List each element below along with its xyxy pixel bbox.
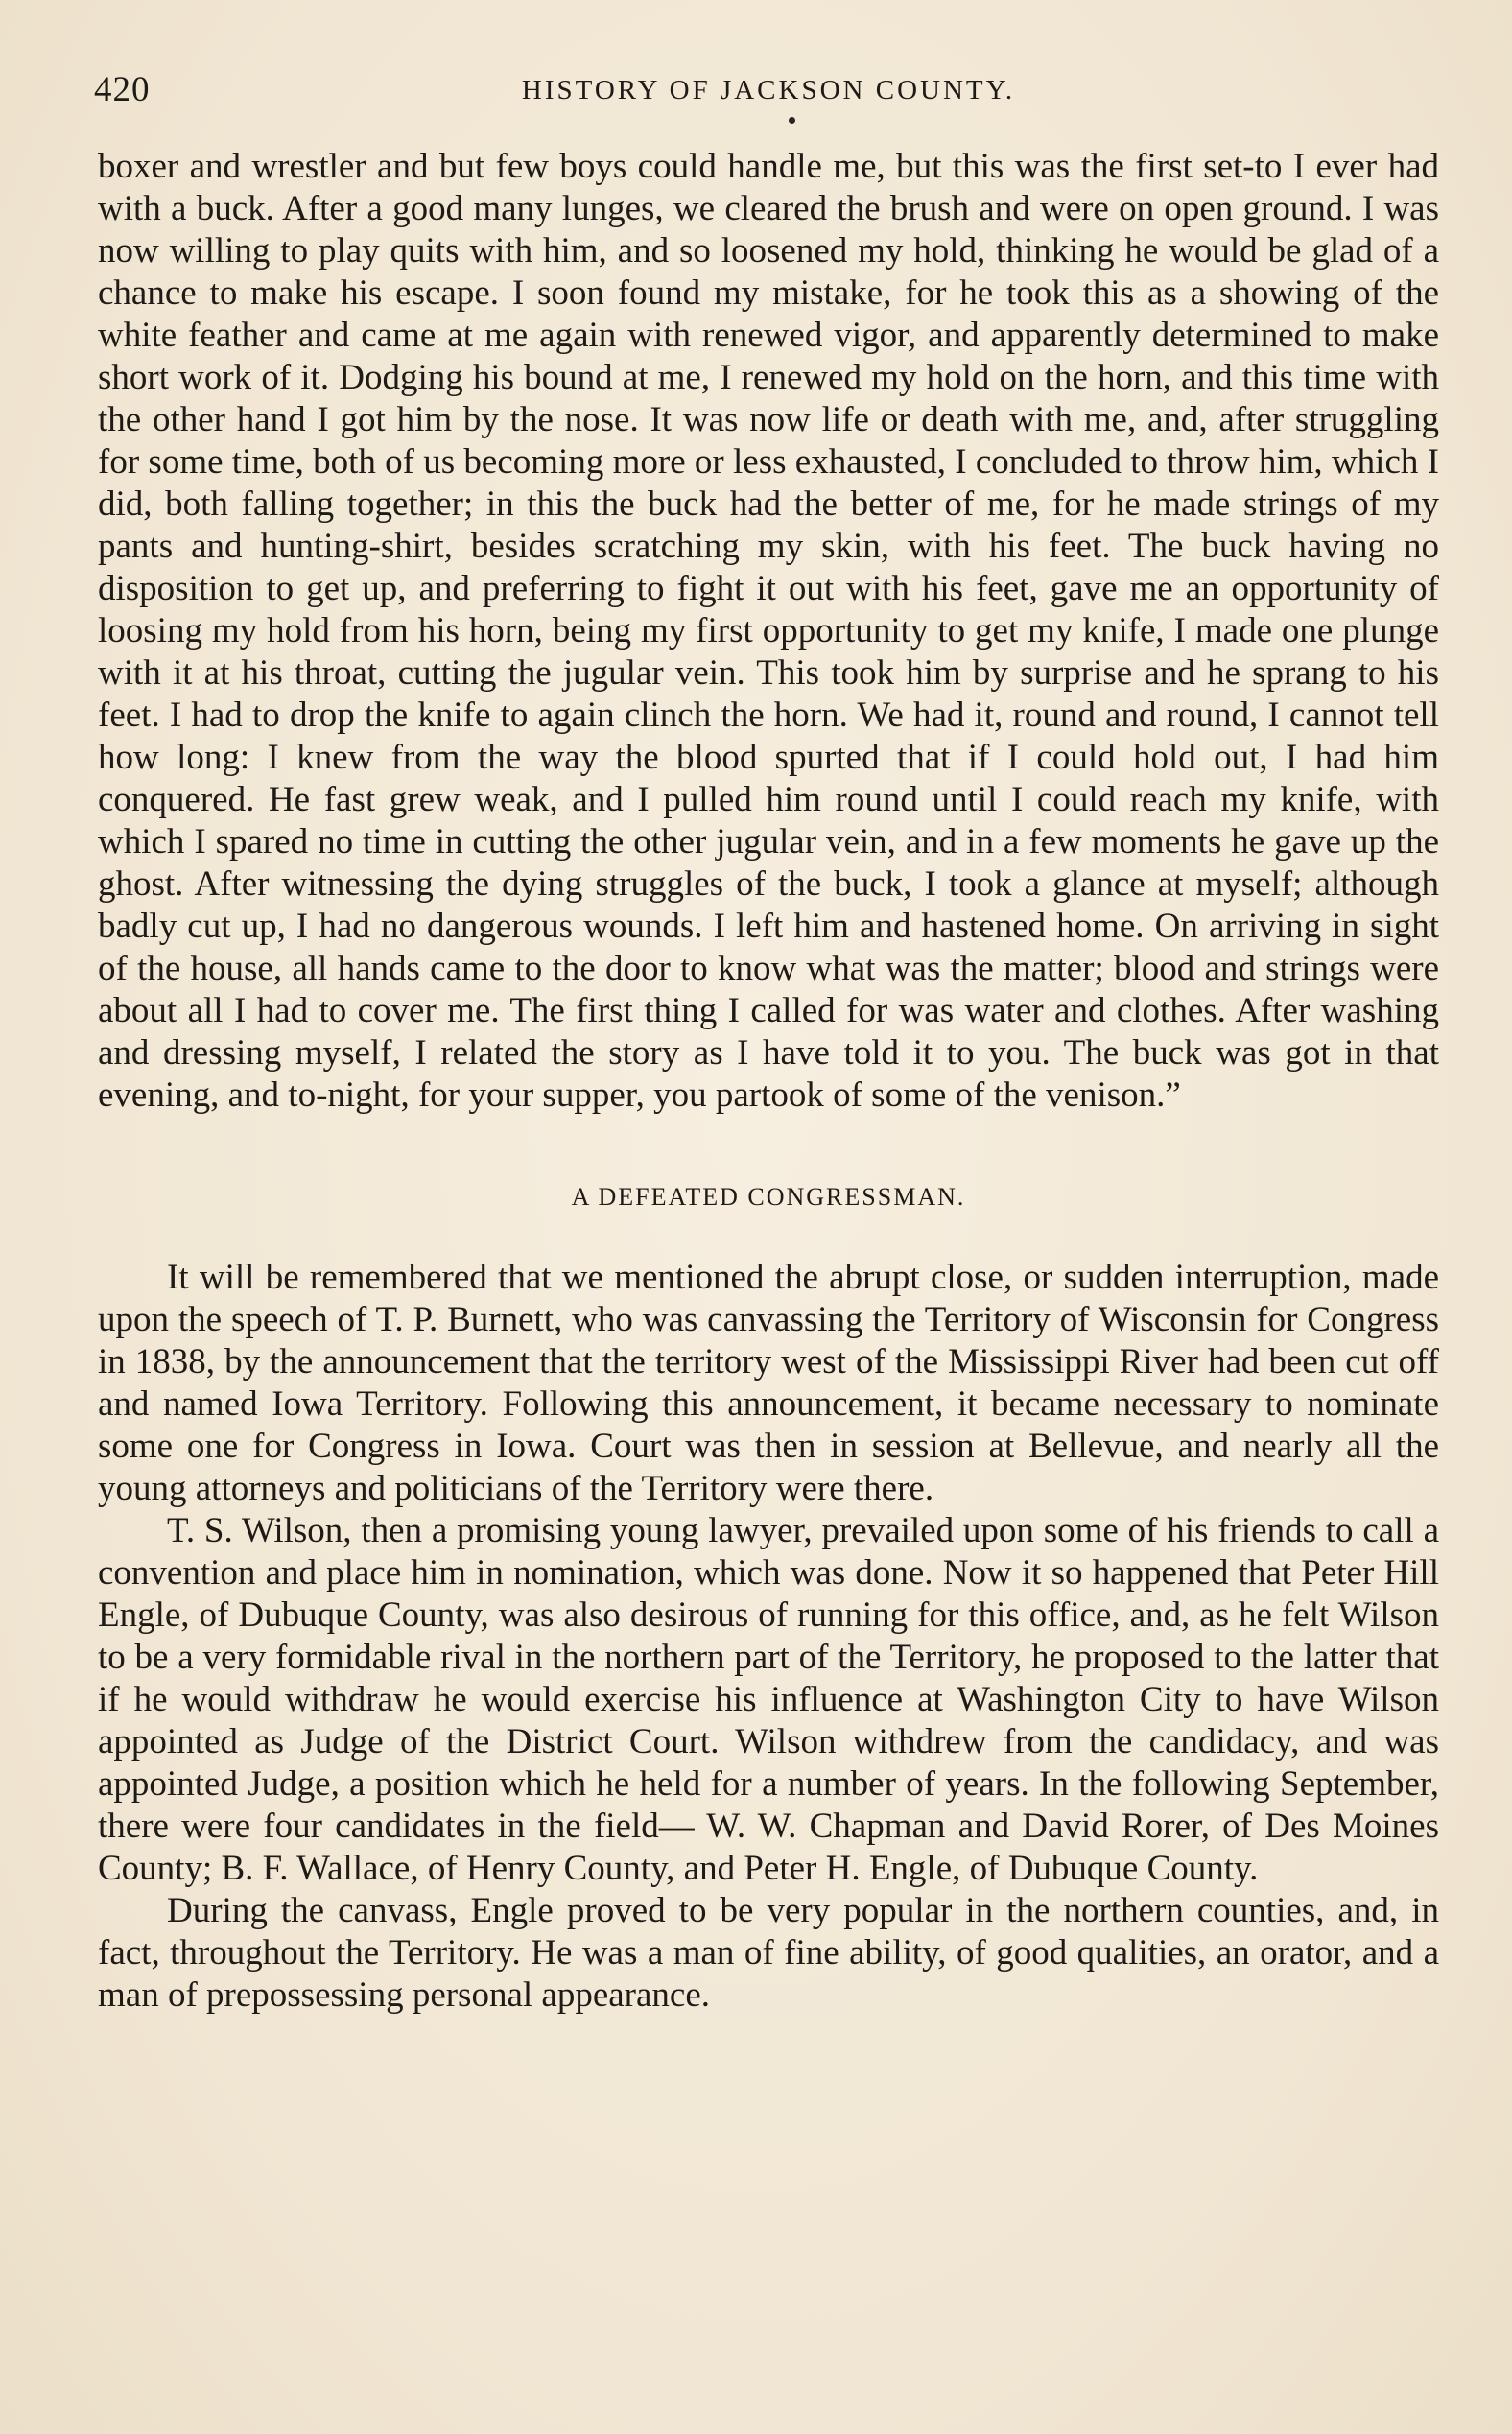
continuation-paragraph: boxer and wrestler and but few boys could handle me, but this was the first set-to I ever had with a buck. After a good many lunges, we cleared the brush and were on open ground. I was now willing to play quits with him, and so loosened my hold, thinking he would be glad of a chance to make his escape. I soon found my mistake, for he took this as a showing of the white feather and came at me again with renewed vigor, and apparently determined to make short work of it. Dodging his bound at me, I renewed my hold on the horn, and this time with the other hand I got him by the nose. It was now life or death with me, and, after struggling for some time, both of us becoming more or less exhausted, I concluded to throw him, which I did, both falling together; in this the buck had the better of me, for he made strings of my pants and hunting-shirt, besides scratching my skin, with his feet. The buck having no disposition to get up, and preferring to fight it out with his feet, gave me an opportunity of loosing my hold from his horn, being my first opportunity to get my knife, I made one plunge with it at his throat, cutting the jugular vein. This took him by surprise and he sprang to his feet. I had to drop the knife to again clinch the horn. We had it, round and round, I cannot tell how long: I knew from the way the blood spurted that if I could hold out, I had him conquered. He fast grew weak, and I pulled him round until I could reach my knife, with which I spared no time in cutting the other jugular vein, and in a few moments he gave up the ghost. After witnessing the dying struggles of the buck, I took a glance at myself; although badly cut up, I had no dangerous wounds. I left him and hastened home. On arriving in sight of the house, all hands came to the door to know what was the matter; blood and strings were about all I had to cover me. The first thing I called for was water and clothes. After washing and dressing myself, I related the story as I have told it to you. The buck was got in that evening, and to-night, for your supper, you partook of some of the venison.” [98,147,1439,1115]
section-title: A DEFEATED CONGRESSMAN. [571,1183,966,1211]
page-header [94,69,1443,127]
print-speck [789,117,795,124]
paragraph-1: It will be remembered that we mentioned the abrupt close, or sudden interruption, made upon the speech of T. P. Burnett, who was canvassing the Territory of Wisconsin for Congress in 1838, by the announcement that the territory west of the Mississippi River had been cut off and named Iowa Territory. Following this announcement, it became necessary to nominate some one for Congress in Iowa. Court was then in session at Bellevue, and nearly all the young attorneys and politicians of the Territory were there. [98,1258,1439,1508]
page-number: 420 [94,70,151,109]
paragraph-2: T. S. Wilson, then a promising young lawyer, prevailed upon some of his friends to call a convention and place him in nomination, which was done. Now it so happened that Peter Hill Engle, of Dubuque County, was also desirous of running for this office, and, as he felt Wilson to be a very formidable rival in the northern part of the Territory, he proposed to the latter that if he would withdraw he would exercise his influence at Washington City to have Wilson appointed as Judge of the District Court. Wilson withdrew from the candidacy, and was appointed Judge, a position which he held for a number of years. In the following September, there were four candidates in the field— W. W. Chapman and David Rorer, of Des Moines County; B. F. Wallace, of Henry County, and Peter H. Engle, of Dubuque County. [98,1511,1439,1888]
paragraph-3: During the canvass, Engle proved to be very popular in the northern counties, and, in fact, throughout the Territory. He was a man of fine ability, of good qualities, an orator, and a man of prepossessing personal appearance. [98,1891,1439,2015]
running-title: HISTORY OF JACKSON COUNTY. [521,75,1016,106]
page-body [98,146,1439,2017]
